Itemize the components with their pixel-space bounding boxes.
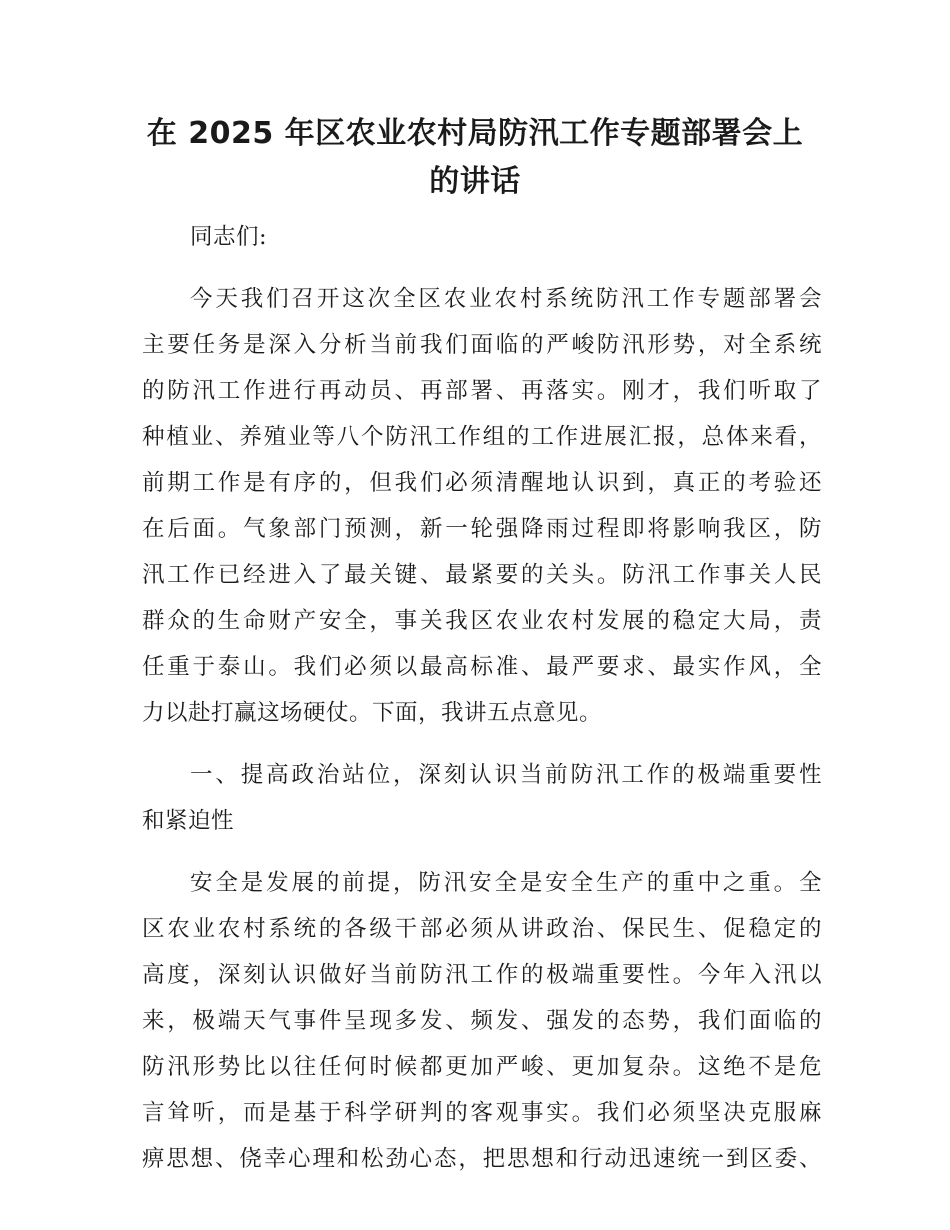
document-title-line-2: 的讲话 xyxy=(429,164,521,199)
heading-line: 和紧迫性 xyxy=(142,808,235,834)
paragraph-line: 种植业、养殖业等八个防汛工作组的工作进展汇报，总体来看， xyxy=(142,424,822,450)
paragraph-line: 今天我们召开这次全区农业农村系统防汛工作专题部署会 xyxy=(190,286,822,312)
paragraph-line: 前期工作是有序的，但我们必须清醒地认识到，真正的考验还 xyxy=(142,470,822,496)
paragraph-line: 痹思想、侥幸心理和松劲心态，把思想和行动迅速统一到区委、 xyxy=(142,1146,822,1172)
paragraph-line: 言耸听，而是基于科学研判的客观事实。我们必须坚决克服麻 xyxy=(142,1100,822,1126)
paragraph-line: 在后面。气象部门预测，新一轮强降雨过程即将影响我区，防 xyxy=(142,516,822,542)
paragraph-2 xyxy=(142,860,822,1182)
paragraph-line: 区农业农村系统的各级干部必须从讲政治、保民生、促稳定的 xyxy=(142,916,822,942)
paragraph-line: 任重于泰山。我们必须以最高标准、最严要求、最实作风，全 xyxy=(142,654,822,680)
paragraph-line: 力以赴打赢这场硬仗。下面，我讲五点意见。 xyxy=(142,700,603,726)
heading-line: 一、提高政治站位，深刻认识当前防汛工作的极端重要性 xyxy=(190,762,822,788)
paragraph-1 xyxy=(142,276,822,736)
paragraph-line: 来，极端天气事件呈现多发、频发、强发的态势，我们面临的 xyxy=(142,1008,822,1034)
paragraph-line: 汛工作已经进入了最关键、最紧要的关头。防汛工作事关人民 xyxy=(142,562,822,588)
section-heading-1 xyxy=(142,752,822,844)
paragraph-line: 主要任务是深入分析当前我们面临的严峻防汛形势，对全系统 xyxy=(142,332,822,358)
paragraph-line: 防汛形势比以往任何时候都更加严峻、更加复杂。这绝不是危 xyxy=(142,1054,822,1080)
document-title-line-1: 在 2025 年区农业农村局防汛工作专题部署会上 xyxy=(146,116,804,151)
paragraph-line: 高度，深刻认识做好当前防汛工作的极端重要性。今年入汛以 xyxy=(142,962,822,988)
salutation: 同志们: xyxy=(190,224,268,250)
paragraph-line: 安全是发展的前提，防汛安全是安全生产的重中之重。全 xyxy=(190,870,822,896)
paragraph-line: 的防汛工作进行再动员、再部署、再落实。刚才，我们听取了 xyxy=(142,378,822,404)
document-body xyxy=(142,214,822,1182)
paragraph-line: 群众的生命财产安全，事关我区农业农村发展的稳定大局，责 xyxy=(142,608,822,634)
